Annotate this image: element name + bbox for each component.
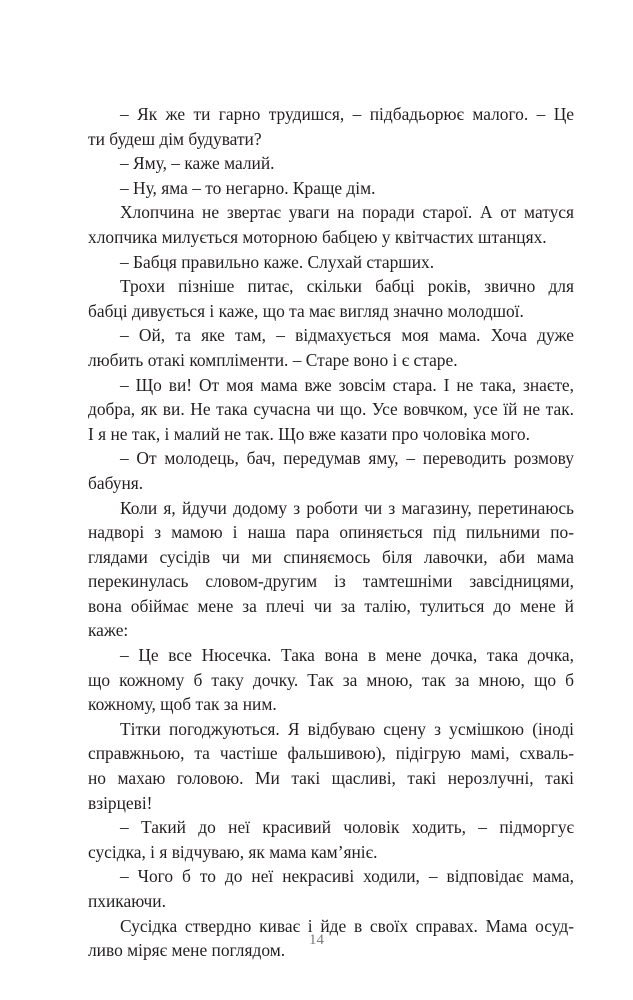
body-text <box>88 102 574 963</box>
text-line: перекинулась словом-другим із тамтешніми завсідницями, <box>88 571 574 592</box>
text-line: ливо міряє мене поглядом. <box>88 940 286 961</box>
paragraph <box>88 200 574 249</box>
text-line: – Що ви! От моя мама вже зовсім стара. І не така, знаєте, <box>120 374 574 395</box>
text-line: – От молодець, бач, передумав яму, – переводить розмову <box>120 448 574 469</box>
text-line: бабуня. <box>88 472 144 493</box>
text-line: І я не так, і малий не так. Що вже казати про чоловіка мого. <box>88 423 530 444</box>
text-line: хлопчика милується моторною бабцею у квітчастих штанцях. <box>88 226 547 247</box>
page-number: 14 <box>309 932 324 948</box>
text-line: Хлопчина не звертає уваги на поради старої. А от матуся <box>120 202 574 223</box>
text-line: но махаю головою. Ми такі щасливі, такі нерозлучні, такі <box>88 768 574 789</box>
text-line: – Це все Нюсечка. Така вона в мене дочка, така дочка, <box>120 645 574 666</box>
text-line: каже: <box>88 620 129 641</box>
text-line: добра, як ви. Не така сучасна чи що. Усе вовчком, усе їй не так. <box>88 399 574 420</box>
paragraph <box>88 274 574 323</box>
paragraph <box>88 815 574 864</box>
text-line: – Яму, – каже малий. <box>120 153 275 174</box>
paragraph <box>88 496 574 644</box>
text-line: бабці дивується і каже, що та має вигляд значно молодшої. <box>88 300 524 321</box>
text-line: любить отакі компліменти. – Старе воно і є старе. <box>88 349 458 370</box>
text-line: – Як же ти гарно трудишся, – підбадьорює малого. – Це <box>120 104 574 124</box>
text-line: Трохи пізніше питає, скільки бабці років, звично для <box>120 276 574 297</box>
paragraph <box>88 176 574 201</box>
paragraph <box>88 643 574 717</box>
text-line: надворі з мамою і наша пара опиняється під пильними по- <box>88 522 574 543</box>
text-line: справжньою, та частіше фальшивою), підігрую мамі, схваль- <box>88 743 574 764</box>
text-line: Тітки погоджуються. Я відбуваю сцену з усмішкою (іноді <box>120 718 574 739</box>
text-line: ти будеш дім будувати? <box>88 128 262 149</box>
text-line: сусідка, і я відчуваю, як мама кам’яніє. <box>88 841 378 862</box>
text-line: пхикаючи. <box>88 891 166 911</box>
text-line: Коли я, йдучи додому з роботи чи з магазину, перетинаюсь <box>120 497 574 518</box>
text-line: що кожному б таку дочку. Так за мною, так за мною, що б <box>88 669 574 690</box>
paragraph <box>88 323 574 372</box>
text-line: взірцеві! <box>88 792 153 813</box>
paragraph <box>88 864 574 913</box>
text-line: – Бабця правильно каже. Слухай старших. <box>120 251 435 272</box>
paragraph <box>88 717 574 815</box>
paragraph <box>88 102 574 151</box>
text-line: – Ну, яма – то негарно. Краще дім. <box>120 177 376 198</box>
paragraph <box>88 250 574 275</box>
text-line: вона обіймає мене за плечі чи за талію, тулиться до мене й <box>88 595 574 616</box>
text-line: – Такий до неї красивий чоловік ходить, – підморгує <box>120 817 574 838</box>
text-line: – Чого б то до неї некрасиві ходили, – відповідає мама, <box>120 866 574 887</box>
text-line: Сусідка ствердно киває і йде в своїх справах. Мама осуд- <box>120 915 574 936</box>
text-line: кожному, щоб так за ним. <box>88 694 277 715</box>
paragraph <box>88 373 574 447</box>
paragraph <box>88 151 574 176</box>
paragraph <box>88 446 574 495</box>
text-line: – Ой, та яке там, – відмахується моя мама. Хоча дуже <box>120 325 574 346</box>
text-line: глядами сусідів чи ми спиняємось біля лавочки, аби мама <box>88 546 574 567</box>
